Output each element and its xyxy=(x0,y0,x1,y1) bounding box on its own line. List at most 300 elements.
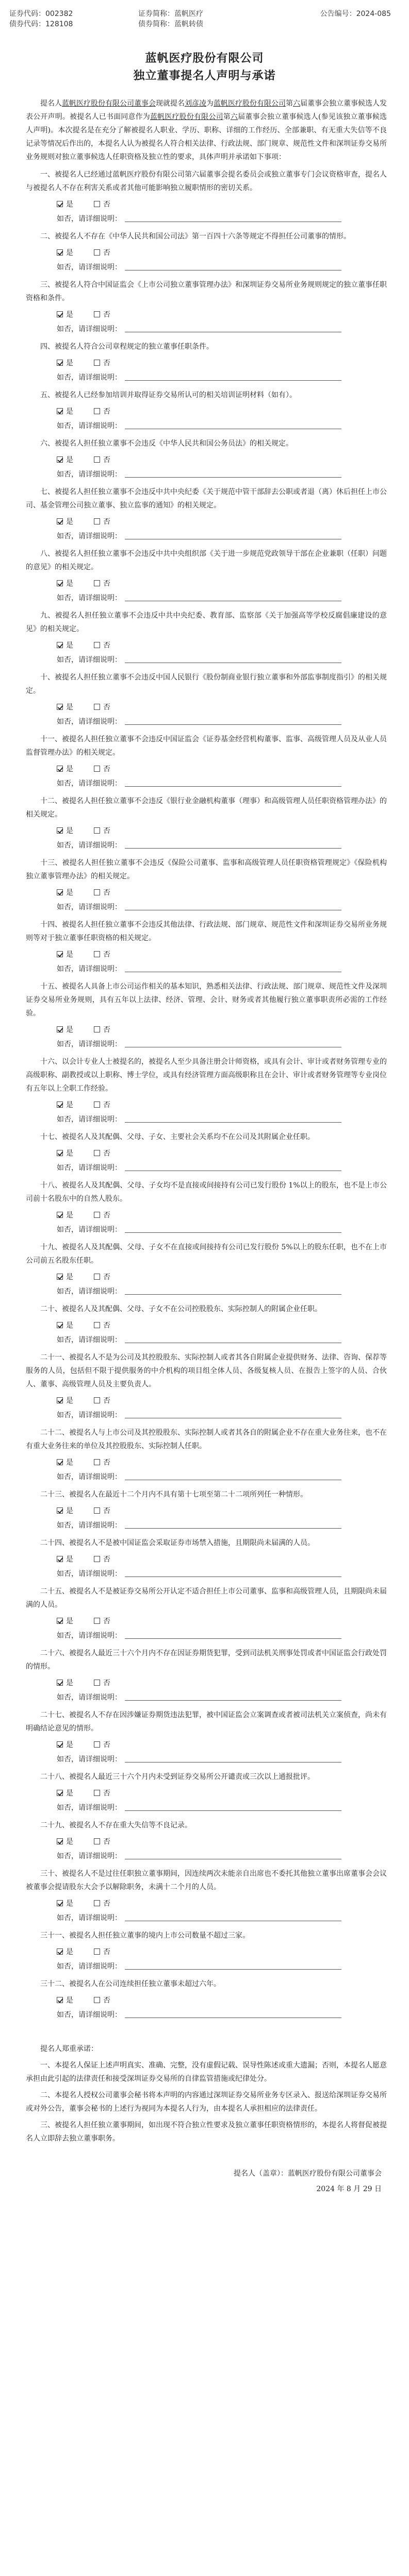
no-checkbox[interactable] xyxy=(94,1322,100,1328)
no-option[interactable] xyxy=(94,1945,110,1959)
no-option[interactable] xyxy=(94,1835,110,1849)
explanation-label: 如否，请详细说明： xyxy=(57,1570,122,1578)
yes-label: 是 xyxy=(66,889,73,897)
explanation-field[interactable] xyxy=(125,380,341,381)
yes-option[interactable] xyxy=(57,701,73,714)
no-checkbox[interactable] xyxy=(94,360,100,366)
no-option[interactable] xyxy=(94,762,110,776)
explanation-row xyxy=(26,839,387,852)
declaration-text: 十一、被提名人担任独立董事不会违反中国证监会《证券基金经营机构董事、监事、高级管理人员及从业人员监督管理办法》的相关规定。 xyxy=(26,735,387,757)
explanation-label: 如否，请详细说明： xyxy=(57,1521,122,1530)
declaration-item xyxy=(26,230,387,274)
declaration-text: 六、被提名人担任独立董事不会违反《中华人民共和国公务员法》的相关规定。 xyxy=(40,439,293,448)
declaration-text: 十三、被提名人担任独立董事不会违反《保险公司董事、监事和高级管理人员任职资格管理规定》《保险机构独立董事管理办法》的相关规定。 xyxy=(26,859,387,880)
yes-checkbox[interactable] xyxy=(57,1556,63,1562)
yes-option[interactable] xyxy=(57,1504,73,1518)
commitment-2: 二、本提名人授权公司董事会秘书将本声明的内容通过深圳证券交易所业务专区录入、报送给深圳证券交易所或对外公告，董事会秘书的上述行为视同为本提名人行为，由本提名人承担相应的法律责任。 xyxy=(26,2091,387,2113)
announcement-no: 2024-085 xyxy=(356,10,391,18)
declaration-text: 二十、被提名人及其配偶、父母、子女不在公司控股股东、实际控制人的附属企业任职。 xyxy=(40,1305,322,1313)
commitment-heading: 提名人郑重承诺： xyxy=(40,2045,98,2053)
announcement-no-label: 公告编号： xyxy=(320,10,356,18)
declaration-item xyxy=(26,918,387,976)
yes-label: 是 xyxy=(66,765,73,773)
stock-code-label: 证券代码： xyxy=(9,10,45,18)
yes-option[interactable] xyxy=(57,246,73,260)
declaration-text: 十八、被提名人及其配偶、父母、子女均不是直接或间接持有公司已发行股份 1%以上的股东，也不是上市公司前十名股东中的自然人股东。 xyxy=(26,1181,387,1203)
explanation-row xyxy=(26,371,387,384)
yes-label: 是 xyxy=(66,359,73,367)
yes-option[interactable] xyxy=(57,1209,73,1222)
yes-checkbox[interactable] xyxy=(57,456,63,463)
no-checkbox[interactable] xyxy=(94,249,100,256)
answer-options xyxy=(26,1835,387,1849)
declaration-item xyxy=(26,1302,387,1347)
no-label: 否 xyxy=(103,1149,110,1158)
yes-label: 是 xyxy=(66,1741,73,1749)
no-option[interactable] xyxy=(94,639,110,652)
explanation-field[interactable] xyxy=(125,1232,341,1233)
yes-option[interactable] xyxy=(57,639,73,652)
no-label: 否 xyxy=(103,1617,110,1625)
no-checkbox[interactable] xyxy=(94,1507,100,1514)
signature-nominator: 提名人（盖章）：蓝帆医疗股份有限公司董事会 xyxy=(234,2170,382,2178)
explanation-label: 如否，请详细说明： xyxy=(57,1226,122,1234)
explanation-field[interactable] xyxy=(125,1810,341,1811)
explanation-field[interactable] xyxy=(125,1528,341,1529)
no-option[interactable] xyxy=(94,701,110,714)
yes-option[interactable] xyxy=(57,515,73,529)
declaration-item xyxy=(26,1055,387,1126)
explanation-label: 如否，请详细说明： xyxy=(57,1632,122,1640)
yes-checkbox[interactable] xyxy=(57,889,63,895)
declaration-text: 十六、以会计专业人士被提名的，被提名人至少具备注册会计师资格，或具有会计、审计或者财务管理专业的高级职称、副教授或以上职称、博士学位，或具有经济管理方面高级职称且在会计、审计或者财务管理等专业岗位有五年以上全职工作经验。 xyxy=(26,1058,387,1093)
no-label: 否 xyxy=(103,1741,110,1749)
no-option[interactable] xyxy=(94,1504,110,1518)
declaration-text: 十五、被提名人具备上市公司运作相关的基本知识，熟悉相关法律、行政法规、部门规章、规范性文件及深圳证券交易所业务规则，具有五年以上法律、经济、管理、会计、财务或者其他履行独立董事职责所必需的工作经验。 xyxy=(26,982,387,1018)
explanation-field[interactable] xyxy=(125,477,341,478)
no-checkbox[interactable] xyxy=(94,1680,100,1686)
yes-checkbox[interactable] xyxy=(57,580,63,586)
yes-checkbox[interactable] xyxy=(57,827,63,834)
no-option[interactable] xyxy=(94,453,110,467)
answer-options xyxy=(26,886,387,900)
explanation-row xyxy=(26,1960,387,1973)
answer-options xyxy=(26,948,387,961)
no-label: 否 xyxy=(103,1321,110,1330)
yes-option[interactable] xyxy=(57,1994,73,2007)
no-checkbox[interactable] xyxy=(94,1150,100,1156)
intro-text: 为 xyxy=(206,99,214,108)
yes-option[interactable] xyxy=(57,1394,73,1408)
yes-checkbox[interactable] xyxy=(57,1948,63,1955)
yes-checkbox[interactable] xyxy=(57,1838,63,1844)
yes-checkbox[interactable] xyxy=(57,1507,63,1514)
yes-label: 是 xyxy=(66,641,73,650)
explanation-row xyxy=(26,1470,387,1484)
no-label: 否 xyxy=(103,1838,110,1846)
explanation-field[interactable] xyxy=(125,848,341,849)
no-option[interactable] xyxy=(94,577,110,590)
answer-options xyxy=(26,1615,387,1628)
no-checkbox[interactable] xyxy=(94,766,100,772)
declaration-text: 八、被提名人担任独立董事不会违反中共中央组织部《关于进一步规范党政领导干部在企业兼职（任职）问题的意见》的相关规定。 xyxy=(26,550,387,571)
answer-options xyxy=(26,308,387,321)
yes-checkbox[interactable] xyxy=(57,642,63,648)
no-checkbox[interactable] xyxy=(94,951,100,957)
yes-checkbox[interactable] xyxy=(57,249,63,256)
explanation-label: 如否，请详细说明： xyxy=(57,965,122,973)
no-label: 否 xyxy=(103,408,110,416)
declaration-item xyxy=(26,794,387,852)
declaration-text: 二十四、被提名人不是被中国证监会采取证券市场禁入措施，且期限尚未届满的人员。 xyxy=(40,1539,315,1547)
yes-option[interactable] xyxy=(57,948,73,961)
declaration-text: 二十一、被提名人不是为公司及其控股股东、实际控制人或者其各自附属企业提供财务、法律、咨询、保荐等服务的人员，包括但不限于提供服务的中介机构的项目组全体人员、各级复核人员、在报告上签字的人员、合伙人、董事、高级管理人员及主要负责人。 xyxy=(26,1353,387,1388)
explanation-label: 如否，请详细说明： xyxy=(57,1115,122,1124)
bond-abbr-label: 债券简称： xyxy=(138,20,174,28)
yes-option[interactable] xyxy=(57,1787,73,1800)
declaration-text: 一、被提名人已经通过蓝帆医疗股份有限公司第六届董事会提名委员会或独立董事专门会议资格审查，提名人与被提名人不存在利害关系或者其他可能影响独立履职情形的密切关系。 xyxy=(26,171,387,192)
answer-options xyxy=(26,1270,387,1284)
no-checkbox[interactable] xyxy=(94,1212,100,1218)
no-option[interactable] xyxy=(94,1394,110,1408)
no-option[interactable] xyxy=(94,1897,110,1910)
no-checkbox[interactable] xyxy=(94,580,100,586)
no-label: 否 xyxy=(103,1996,110,2005)
no-checkbox[interactable] xyxy=(94,1997,100,2003)
signature-block xyxy=(26,2166,387,2197)
yes-label: 是 xyxy=(66,1617,73,1625)
yes-label: 是 xyxy=(66,1679,73,1687)
intro-text: 届董事会独立董事候选人发表公开声明。被提名人已书面同意作为 xyxy=(26,99,387,121)
intro-text: 提名人 xyxy=(40,99,62,108)
no-label: 否 xyxy=(103,1273,110,1281)
no-label: 否 xyxy=(103,456,110,464)
explanation-field[interactable] xyxy=(125,1122,341,1123)
answer-options xyxy=(26,1147,387,1160)
explanation-label: 如否，请详细说明： xyxy=(57,374,122,382)
yes-checkbox[interactable] xyxy=(57,951,63,957)
yes-checkbox[interactable] xyxy=(57,1459,63,1465)
yes-label: 是 xyxy=(66,311,73,319)
answer-options xyxy=(26,1787,387,1800)
no-option[interactable] xyxy=(94,405,110,418)
explanation-label: 如否，请详细说明： xyxy=(57,215,122,223)
declaration-item xyxy=(26,278,387,336)
no-checkbox[interactable] xyxy=(94,1026,100,1032)
explanation-label: 如否，请详细说明： xyxy=(57,422,122,430)
bond-code: 128108 xyxy=(45,20,73,28)
no-option[interactable] xyxy=(94,246,110,260)
no-label: 否 xyxy=(103,1026,110,1034)
answer-options xyxy=(26,639,387,652)
explanation-field[interactable] xyxy=(125,1700,341,1701)
declaration-text: 十、被提名人担任独立董事不会违反中国人民银行《股份制商业银行独立董事和外部监事制度指引》的相关规定。 xyxy=(26,673,387,695)
declaration-item xyxy=(26,671,387,728)
yes-label: 是 xyxy=(66,1397,73,1405)
declaration-text: 三十二、被提名人在公司连续担任独立董事未超过六年。 xyxy=(40,1980,221,1988)
yes-label: 是 xyxy=(66,1996,73,2005)
yes-option[interactable] xyxy=(57,1023,73,1037)
yes-checkbox[interactable] xyxy=(57,1997,63,2003)
no-option[interactable] xyxy=(94,1209,110,1222)
yes-checkbox[interactable] xyxy=(57,201,63,207)
document-title xyxy=(0,49,409,84)
no-label: 否 xyxy=(103,827,110,835)
no-option[interactable] xyxy=(94,1553,110,1566)
bond-code-label: 债券代码： xyxy=(9,20,45,28)
yes-option[interactable] xyxy=(57,405,73,418)
yes-checkbox[interactable] xyxy=(57,1212,63,1218)
declaration-item xyxy=(26,1819,387,1863)
yes-label: 是 xyxy=(66,1555,73,1564)
answer-options xyxy=(26,1504,387,1518)
no-option[interactable] xyxy=(94,886,110,900)
yes-label: 是 xyxy=(66,518,73,526)
no-option[interactable] xyxy=(94,1994,110,2007)
explanation-row xyxy=(26,1911,387,1925)
declaration-item xyxy=(26,1426,387,1484)
title-subject: 独立董事提名人声明与承诺 xyxy=(133,69,276,82)
explanation-row xyxy=(26,777,387,790)
yes-checkbox[interactable] xyxy=(57,311,63,317)
declaration-text: 二十九、被提名人不存在重大失信等不良记录。 xyxy=(40,1821,192,1829)
yes-option[interactable] xyxy=(57,1147,73,1160)
yes-option[interactable] xyxy=(57,577,73,590)
no-checkbox[interactable] xyxy=(94,1101,100,1108)
explanation-label: 如否，请详细说明： xyxy=(57,2011,122,2019)
no-label: 否 xyxy=(103,1789,110,1798)
no-checkbox[interactable] xyxy=(94,1459,100,1465)
declaration-item xyxy=(26,485,387,543)
yes-option[interactable] xyxy=(57,1270,73,1284)
no-checkbox[interactable] xyxy=(94,201,100,207)
no-label: 否 xyxy=(103,1948,110,1956)
yes-option[interactable] xyxy=(57,198,73,211)
explanation-field[interactable] xyxy=(125,724,341,725)
no-checkbox[interactable] xyxy=(94,1556,100,1562)
answer-options xyxy=(26,1553,387,1566)
no-label: 否 xyxy=(103,1211,110,1219)
explanation-row xyxy=(26,1850,387,1863)
yes-option[interactable] xyxy=(57,357,73,370)
yes-checkbox[interactable] xyxy=(57,408,63,414)
no-option[interactable] xyxy=(94,1147,110,1160)
yes-checkbox[interactable] xyxy=(57,1322,63,1328)
yes-label: 是 xyxy=(66,408,73,416)
declaration-item xyxy=(26,1867,387,1925)
yes-checkbox[interactable] xyxy=(57,1026,63,1032)
no-label: 否 xyxy=(103,200,110,209)
yes-option[interactable] xyxy=(57,1615,73,1628)
explanation-row xyxy=(26,419,387,433)
no-option[interactable] xyxy=(94,1787,110,1800)
answer-options xyxy=(26,1994,387,2007)
explanation-row xyxy=(26,715,387,728)
explanation-row xyxy=(26,653,387,667)
no-label: 否 xyxy=(103,249,110,257)
answer-options xyxy=(26,515,387,529)
signature-date: 2024 年 8 月 29 日 xyxy=(316,2185,382,2193)
explanation-field[interactable] xyxy=(125,1969,341,1970)
no-checkbox[interactable] xyxy=(94,1274,100,1280)
no-checkbox[interactable] xyxy=(94,642,100,648)
no-option[interactable] xyxy=(94,1456,110,1469)
yes-label: 是 xyxy=(66,827,73,835)
yes-option[interactable] xyxy=(57,1098,73,1112)
no-checkbox[interactable] xyxy=(94,889,100,895)
yes-option[interactable] xyxy=(57,1738,73,1752)
yes-label: 是 xyxy=(66,1507,73,1515)
intro-text: 第 xyxy=(223,113,231,121)
explanation-field[interactable] xyxy=(125,786,341,787)
yes-option[interactable] xyxy=(57,1835,73,1849)
answer-options xyxy=(26,1209,387,1222)
no-label: 否 xyxy=(103,1507,110,1515)
yes-option[interactable] xyxy=(57,1456,73,1469)
no-option[interactable] xyxy=(94,1319,110,1332)
declaration-item xyxy=(26,1929,387,1973)
explanation-row xyxy=(26,901,387,914)
yes-option[interactable] xyxy=(57,886,73,900)
no-checkbox[interactable] xyxy=(94,704,100,710)
no-label: 否 xyxy=(103,951,110,959)
yes-checkbox[interactable] xyxy=(57,1150,63,1156)
explanation-row xyxy=(26,530,387,543)
explanation-label: 如否，请详细说明： xyxy=(57,1287,122,1296)
answer-options xyxy=(26,577,387,590)
explanation-row xyxy=(26,1285,387,1298)
answer-options xyxy=(26,1738,387,1752)
yes-checkbox[interactable] xyxy=(57,1274,63,1280)
no-checkbox[interactable] xyxy=(94,1948,100,1955)
no-option[interactable] xyxy=(94,824,110,838)
declaration-text: 二十五、被提名人不是被证券交易所公开认定不适合担任上市公司董事、监事和高级管理人员，且期限尚未届满的人员。 xyxy=(26,1587,387,1609)
declaration-item xyxy=(26,733,387,790)
yes-option[interactable] xyxy=(57,762,73,776)
no-option[interactable] xyxy=(94,198,110,211)
commitment-1: 一、本提名人保证上述声明真实、准确、完整，没有虚假记载、误导性陈述或重大遗漏；否则，本提名人愿意承担由此引起的法律责任和接受深圳证券交易所的自律监管措施或纪律处分。 xyxy=(26,2061,387,2083)
explanation-field[interactable] xyxy=(125,1638,341,1639)
yes-option[interactable] xyxy=(57,1897,73,1910)
no-label: 否 xyxy=(103,580,110,588)
intro-text: 届董事会独立董事候选人(参见该独立董事候选人声明)。本次提名是在充分了解被提名人职业、学历、职称、详细的工作经历、全部兼职、有无重大失信等不良记录等情况后作出的，本提名人认为被提名人符合相关法律、行政法规、部门规章、规范性文件和深圳证券交易所业务规则对独立董事候选人任职资格及独立性的要求，具体声明并承诺如下事项： xyxy=(26,113,387,161)
explanation-field[interactable] xyxy=(125,1294,341,1295)
explanation-label: 如否，请详细说明： xyxy=(57,263,122,272)
company-name: 蓝帆医疗股份有限公司 xyxy=(150,113,223,121)
answer-options xyxy=(26,405,387,418)
nominee-name: 刘彦凌 xyxy=(185,99,206,108)
declaration-item xyxy=(26,1241,387,1298)
answer-options xyxy=(26,1897,387,1910)
yes-option[interactable] xyxy=(57,1945,73,1959)
yes-label: 是 xyxy=(66,249,73,257)
explanation-row xyxy=(26,1409,387,1422)
company-name: 蓝帆医疗股份有限公司 xyxy=(214,99,286,108)
no-option[interactable] xyxy=(94,515,110,529)
no-option[interactable] xyxy=(94,308,110,321)
no-checkbox[interactable] xyxy=(94,1618,100,1624)
no-option[interactable] xyxy=(94,357,110,370)
yes-option[interactable] xyxy=(57,1676,73,1690)
no-checkbox[interactable] xyxy=(94,408,100,414)
explanation-row xyxy=(26,591,387,605)
no-option[interactable] xyxy=(94,1023,110,1037)
declaration-text: 四、被提名人符合公司章程规定的独立董事任职条件。 xyxy=(40,343,214,351)
no-option[interactable] xyxy=(94,1676,110,1690)
yes-checkbox[interactable] xyxy=(57,1101,63,1108)
no-checkbox[interactable] xyxy=(94,311,100,317)
yes-checkbox[interactable] xyxy=(57,704,63,710)
yes-label: 是 xyxy=(66,1789,73,1798)
yes-checkbox[interactable] xyxy=(57,1741,63,1748)
answer-options xyxy=(26,1319,387,1332)
explanation-label: 如否，请详细说明： xyxy=(57,1962,122,1971)
no-checkbox[interactable] xyxy=(94,1397,100,1403)
declaration-text: 二十三、被提名人在最近十二个月内不具有第十七项至第二十二项所列任一种情形。 xyxy=(40,1490,307,1499)
no-checkbox[interactable] xyxy=(94,1790,100,1796)
explanation-row xyxy=(26,1801,387,1815)
yes-checkbox[interactable] xyxy=(57,360,63,366)
no-checkbox[interactable] xyxy=(94,1900,100,1906)
no-option[interactable] xyxy=(94,1738,110,1752)
explanation-row xyxy=(26,1161,387,1175)
yes-checkbox[interactable] xyxy=(57,1790,63,1796)
declaration-text: 七、被提名人担任独立董事不会违反中共中央纪委《关于规范中管干部辞去公职或者退（离）休后担任上市公司、基金管理公司独立董事、独立监事的通知》的相关规定。 xyxy=(26,488,387,510)
no-option[interactable] xyxy=(94,1270,110,1284)
yes-checkbox[interactable] xyxy=(57,1618,63,1624)
no-checkbox[interactable] xyxy=(94,518,100,524)
explanation-label: 如否，请详细说明： xyxy=(57,325,122,333)
no-checkbox[interactable] xyxy=(94,456,100,463)
no-option[interactable] xyxy=(94,948,110,961)
yes-label: 是 xyxy=(66,1273,73,1281)
yes-option[interactable] xyxy=(57,308,73,321)
no-label: 否 xyxy=(103,1459,110,1467)
nominator-name: 蓝帆医疗股份有限公司董事会 xyxy=(62,99,156,108)
declaration-text: 二十二、被提名人与上市公司及其控股股东、实际控制人或者其各自的附属企业不存在重大业务往来，也不在有重大业务往来的单位及其控股股东、实际控制人任职。 xyxy=(26,1429,387,1450)
yes-checkbox[interactable] xyxy=(57,1680,63,1686)
no-checkbox[interactable] xyxy=(94,1741,100,1748)
declaration-item xyxy=(26,1130,387,1175)
no-label: 否 xyxy=(103,518,110,526)
no-option[interactable] xyxy=(94,1615,110,1628)
yes-option[interactable] xyxy=(57,1319,73,1332)
declaration-text: 二、被提名人不存在《中华人民共和国公司法》第一百四十六条等规定不得担任公司董事的情形。 xyxy=(40,232,351,241)
declaration-text: 十七、被提名人及其配偶、父母、子女、主要社会关系均不在公司及其附属企业任职。 xyxy=(40,1133,315,1141)
yes-option[interactable] xyxy=(57,824,73,838)
yes-label: 是 xyxy=(66,1900,73,1908)
no-checkbox[interactable] xyxy=(94,1838,100,1844)
declaration-item xyxy=(26,980,387,1051)
yes-checkbox[interactable] xyxy=(57,1900,63,1906)
declaration-item xyxy=(26,609,387,667)
yes-checkbox[interactable] xyxy=(57,518,63,524)
yes-option[interactable] xyxy=(57,1553,73,1566)
declaration-text: 九、被提名人担任独立董事不会违反中共中央纪委、教育部、监察部《关于加强高等学校反腐倡廉建设的意见》的相关规定。 xyxy=(26,612,387,633)
yes-label: 是 xyxy=(66,1459,73,1467)
yes-checkbox[interactable] xyxy=(57,1397,63,1403)
yes-option[interactable] xyxy=(57,453,73,467)
no-option[interactable] xyxy=(94,1098,110,1112)
no-label: 否 xyxy=(103,889,110,897)
no-label: 否 xyxy=(103,703,110,711)
explanation-row xyxy=(26,1113,387,1126)
yes-checkbox[interactable] xyxy=(57,766,63,772)
explanation-label: 如否，请详细说明： xyxy=(57,1336,122,1344)
declaration-item xyxy=(26,437,387,481)
no-checkbox[interactable] xyxy=(94,827,100,834)
answer-options xyxy=(26,701,387,714)
